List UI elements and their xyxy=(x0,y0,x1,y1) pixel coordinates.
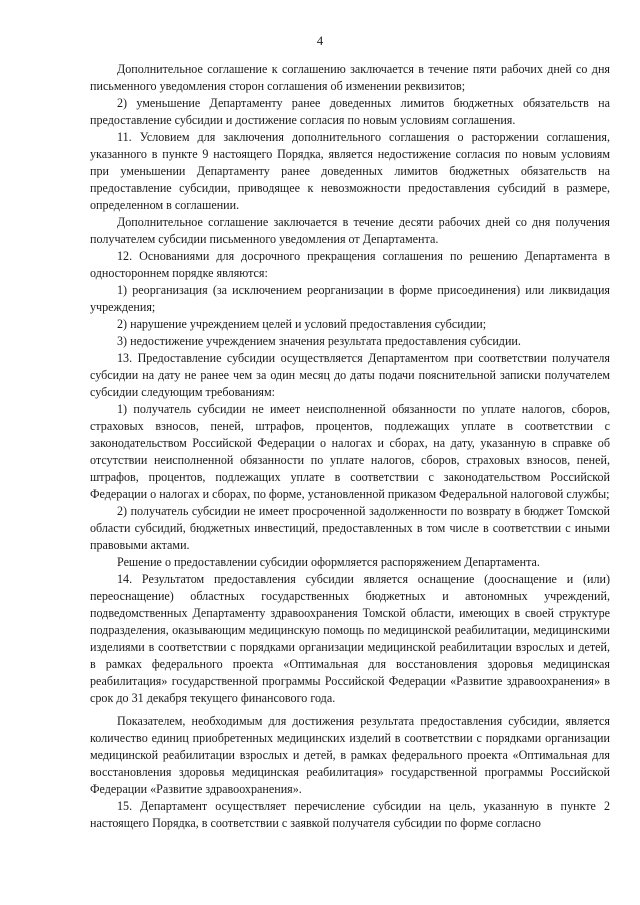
paragraph-12-item-3: 3) недостижение учреждением значения результата предоставления субсидии. xyxy=(117,334,521,348)
paragraph-additional-agreement-term: Дополнительное соглашение заключается в течение десяти рабочих дней со дня получения получателем субсидии письменного уведомления от Департамента. xyxy=(90,215,610,246)
paragraph-14-result: 14. Результатом предоставления субсидии является оснащение (дооснащение и (или) переоснащение) областных государственных бюджетных и автономных учреждений, подведомственных Департаменту здравоохранения Томской области, имеющих в своей структуре подразделения, оказывающим медицинскую помощь по медицинской реабилитации, медицинскими изделиями в соответствии с порядками организации медицинской реабилитации взрослых и детей, в рамках федерального проекта «Оптимальная для восстановления здоровья медицинская реабилитация» государственной программы Российской Федерации «Развитие здравоохранения» в срок до 31 декабря текущего финансового года. xyxy=(90,572,610,705)
paragraph-12-early-termination: 12. Основаниями для досрочного прекращения соглашения по решению Департамента в одностороннем порядке являются: xyxy=(90,249,610,280)
document-body xyxy=(90,61,610,832)
paragraph-13-requirements: 13. Предоставление субсидии осуществляется Департаментом при соответствии получателя субсидии на дату не ранее чем за один месяц до даты подачи пояснительной записки получателем субсидии следующим требованиям: xyxy=(90,351,610,399)
paragraph-11-termination-condition: 11. Условием для заключения дополнительного соглашения о расторжении соглашения, указанного в пункте 9 настоящего Порядка, является недостижение согласия по новым условиям при уменьшении Департаменту ранее доведенных лимитов бюджетных обязательств на предоставление субсидии, приводящее к невозможности предоставления субсидий в размере, определенном в соглашении. xyxy=(90,130,610,212)
paragraph-13-item-1: 1) получатель субсидии не имеет неисполненной обязанности по уплате налогов, сборов, страховых взносов, пеней, штрафов, процентов, подлежащих уплате в соответствии с законодательством Российской Федерации о налогах и сборах, на дату, указанную в справке об отсутствии неисполненной обязанности по уплате налогов, сборов, страховых взносов, пеней, штрафов, процентов, подлежащих уплате в соответствии с законодательством Российской Федерации о налогах и сборах, по форме, установленной приказом Федеральной налоговой службы; xyxy=(90,402,610,501)
paragraph-limits-reduction: 2) уменьшение Департаменту ранее доведенных лимитов бюджетных обязательств на предоставление субсидии и достижение согласия по новым условиям соглашения. xyxy=(90,96,610,127)
paragraph-indicator: Показателем, необходимым для достижения результата предоставления субсидии, является количество единиц приобретенных медицинских изделий в соответствии с порядками организации медицинской реабилитации взрослых и детей, в рамках федерального проекта «Оптимальная для восстановления здоровья медицинская реабилитация» государственной программы Российской Федерации «Развитие здравоохранения». xyxy=(90,714,610,796)
paragraph-13-item-2: 2) получатель субсидии не имеет просроченной задолженности по возврату в бюджет Томской области субсидий, бюджетных инвестиций, предоставленных в том числе в соответствии с иными правовыми актами. xyxy=(90,504,610,552)
paragraph-12-item-1: 1) реорганизация (за исключением реорганизации в форме присоединения) или ликвидация учреждения; xyxy=(90,283,610,314)
page-number: 4 xyxy=(316,34,324,48)
paragraph-12-item-2: 2) нарушение учреждением целей и условий предоставления субсидии; xyxy=(117,317,487,331)
paragraph-15-transfer: 15. Департамент осуществляет перечисление субсидии на цель, указанную в пункте 2 настоящего Порядка, в соответствии с заявкой получателя субсидии по форме согласно xyxy=(90,799,610,830)
paragraph-agreement-term: Дополнительное соглашение к соглашению заключается в течение пяти рабочих дней со дня письменного уведомления сторон соглашения об изменении реквизитов; xyxy=(90,62,610,93)
paragraph-decision: Решение о предоставлении субсидии оформляется распоряжением Департамента. xyxy=(117,555,540,569)
